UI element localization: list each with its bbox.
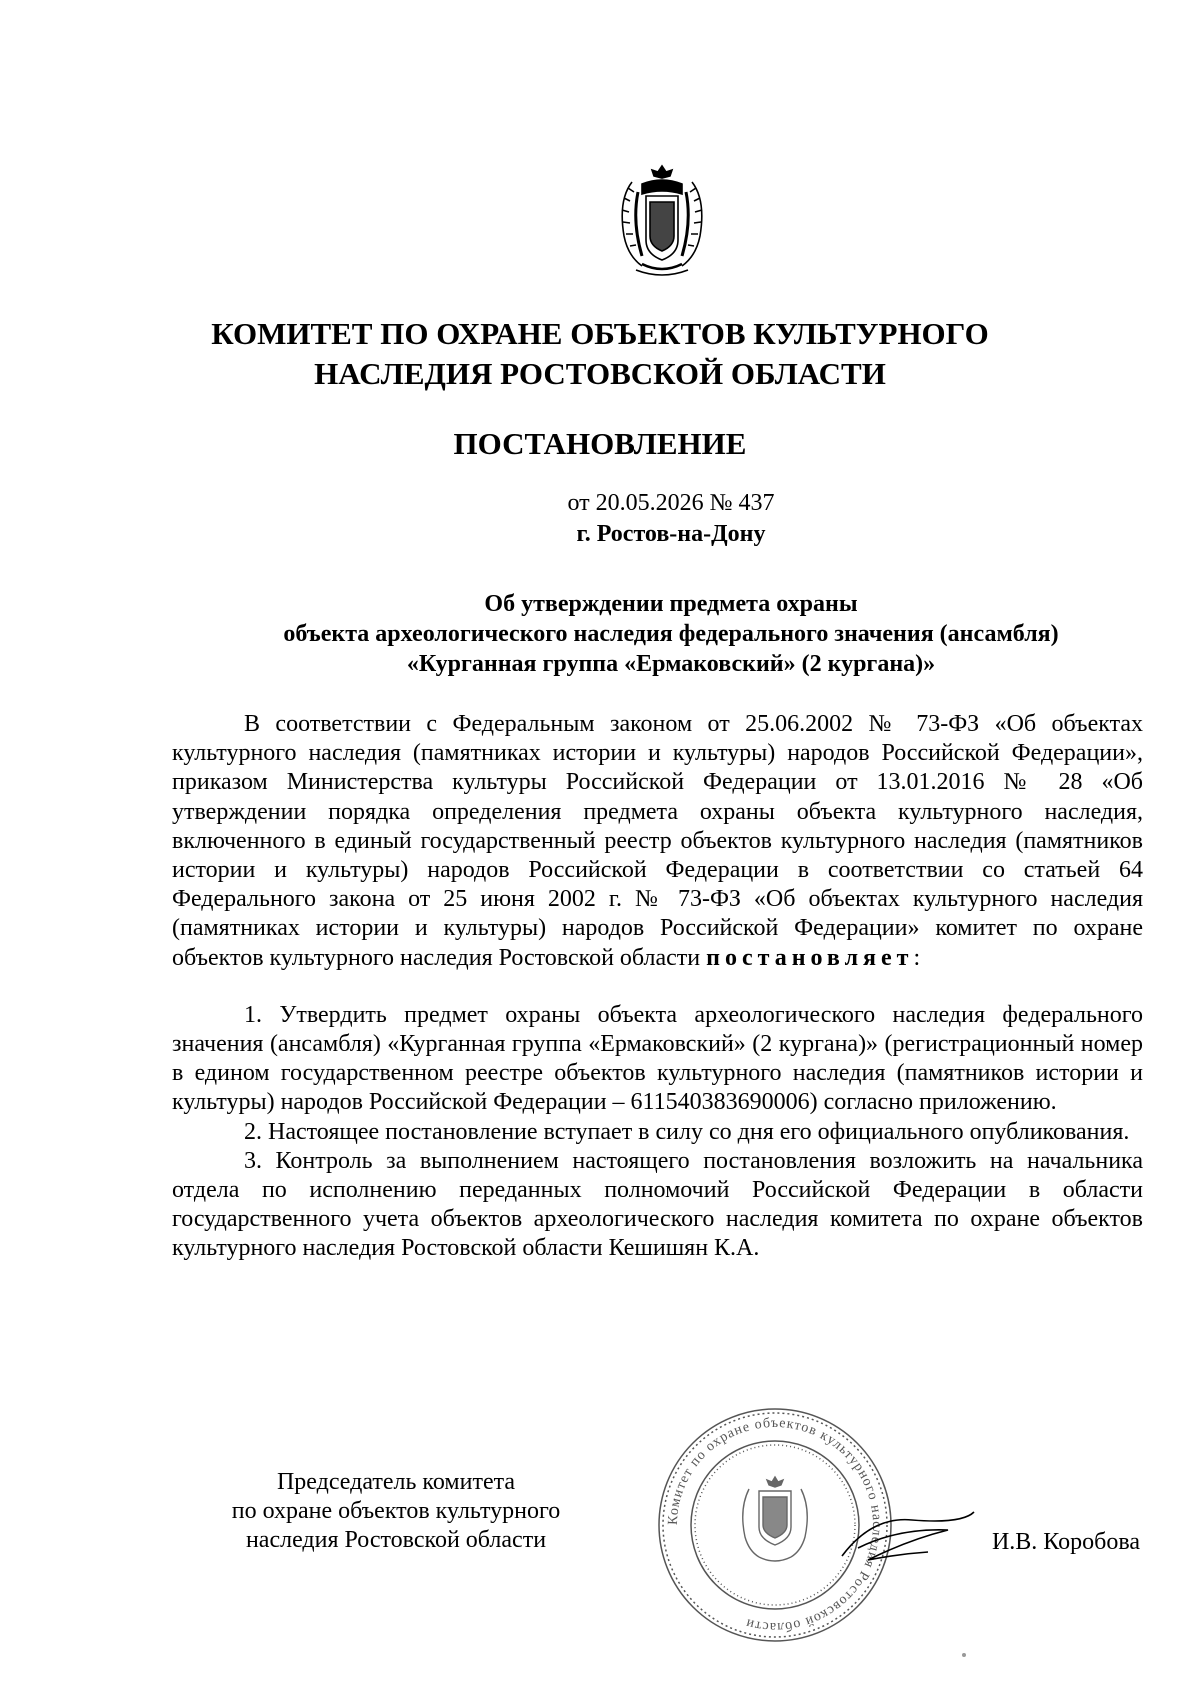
- document-type: ПОСТАНОВЛЕНИЕ: [453, 426, 747, 461]
- item-1: 1. Утвердить предмет охраны объекта археологического наследия федерального значения (ансамбля) «Курганная группа «Ермаковский» (2 кургана)» (регистрационный номер в едином государственном реестре объектов культурного наследия (памятников истории и культуры) народов Российской Федерации – 611540383690006) согласно приложению.: [172, 1001, 1143, 1116]
- preamble-paragraph: [172, 710, 1143, 973]
- organization-name: [150, 314, 1050, 394]
- speck: [962, 1653, 966, 1657]
- decree-word: постановляет: [706, 944, 914, 971]
- org-name-line-1: КОМИТЕТ ПО ОХРАНЕ ОБЪЕКТОВ КУЛЬТУРНОГО: [211, 316, 989, 351]
- title-line-1: Об утверждении предмета охраны: [484, 591, 858, 617]
- title-line-3: «Курганная группа «Ермаковский» (2 кургана)»: [406, 651, 936, 677]
- city: г. Ростов-на-Дону: [576, 521, 766, 547]
- preamble-text: В соответствии с Федеральным законом от 25.06.2002 № 73-ФЗ «Об объектах культурного наследия (памятниках истории и культуры) народов Российской Федерации», приказом Министерства культуры Российской Федерации от 13.01.2016 № 28 «Об утверждении порядка определения предмета охраны объекта культурного наследия, включенного в единый государственный реестр объектов культурного наследия (памятников истории и культуры) народов Российской Федерации в соответствии со статьей 64 Федерального закона от 25 июня 2002 г. № 73-ФЗ «Об объектах культурного наследия (памятниках истории и культуры) народов Российской Федерации» комитет по охране объектов культурного наследия Ростовской области: [172, 711, 1143, 971]
- date-and-number: от 20.05.2026 № 437: [567, 490, 775, 516]
- org-name-line-2: НАСЛЕДИЯ РОСТОВСКОЙ ОБЛАСТИ: [314, 356, 886, 391]
- item-2: 2. Настоящее постановление вступает в силу со дня его официального опубликования.: [244, 1118, 1130, 1145]
- decree-colon: :: [913, 944, 921, 971]
- title-line-2: объекта археологического наследия федерального значения (ансамбля): [283, 621, 1059, 647]
- position-line-1: Председатель комитета: [276, 1469, 516, 1495]
- signatory-name: И.В. Коробова: [991, 1529, 1140, 1555]
- position-line-3: наследия Ростовской области: [245, 1527, 547, 1553]
- coat-of-arms-icon: [612, 162, 712, 280]
- signatory-position: [190, 1468, 602, 1555]
- document-title: [150, 589, 1192, 679]
- position-line-2: по охране объектов культурного: [231, 1498, 561, 1524]
- item-3: 3. Контроль за выполнением настоящего постановления возложить на начальника отдела по исполнению переданных полномочий Российской Федерации в области государственного учета объектов археологического наследия комитета по охране объектов культурного наследия Ростовской области Кешишян К.А.: [172, 1147, 1143, 1262]
- seal-text: Комитет по охране объектов культурного наследия Ростовской области: [665, 1415, 885, 1635]
- document-body: [172, 710, 1143, 1264]
